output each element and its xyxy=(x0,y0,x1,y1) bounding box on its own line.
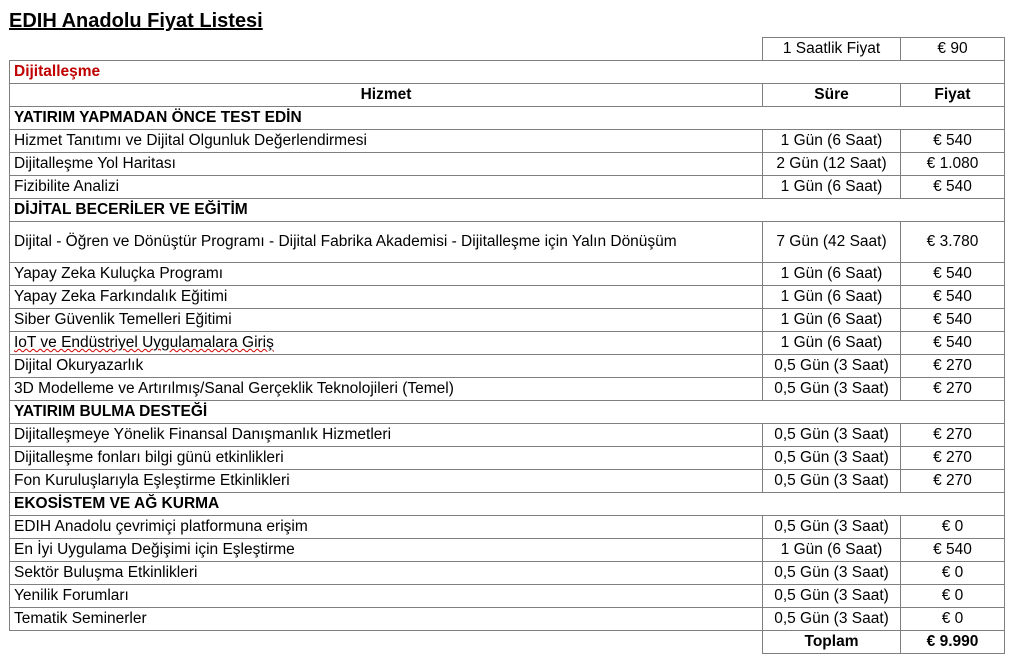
table-row xyxy=(10,176,1005,199)
price-cell: € 1.080 xyxy=(901,153,1005,176)
price-cell: € 270 xyxy=(901,355,1005,378)
table-row xyxy=(10,470,1005,493)
table-row xyxy=(10,562,1005,585)
service-cell xyxy=(10,332,763,355)
price-cell: € 270 xyxy=(901,470,1005,493)
service-name: 3D Modelleme ve Artırılmış/Sanal Gerçeklik Teknolojileri (Temel) xyxy=(14,380,454,397)
total-label: Toplam xyxy=(763,631,901,654)
section-title: DİJİTAL BECERİLER VE EĞİTİM xyxy=(10,199,1005,222)
hourly-row xyxy=(10,38,1005,61)
service-name: Siber Güvenlik Temelleri Eğitimi xyxy=(14,311,232,328)
section-row xyxy=(10,493,1005,516)
service-cell xyxy=(10,539,763,562)
service-cell xyxy=(10,286,763,309)
section-title: YATIRIM BULMA DESTEĞİ xyxy=(10,401,1005,424)
price-cell: € 540 xyxy=(901,176,1005,199)
table-row xyxy=(10,153,1005,176)
duration-cell: 7 Gün (42 Saat) xyxy=(763,222,901,263)
service-cell xyxy=(10,562,763,585)
service-name: Tematik Seminerler xyxy=(14,610,147,627)
section-row xyxy=(10,199,1005,222)
hourly-label: 1 Saatlik Fiyat xyxy=(763,38,901,61)
duration-cell: 0,5 Gün (3 Saat) xyxy=(763,608,901,631)
category-label: Dijitalleşme xyxy=(10,61,1005,84)
service-name: EDIH Anadolu çevrimiçi platformuna erişim xyxy=(14,518,308,535)
table-row xyxy=(10,539,1005,562)
price-cell: € 0 xyxy=(901,516,1005,539)
service-name: Dijital - Öğren ve Dönüştür Programı - Dijital Fabrika Akademisi - Dijitalleşme için Yalın Dönüşüm xyxy=(14,233,677,250)
duration-cell: 0,5 Gün (3 Saat) xyxy=(763,470,901,493)
total-row xyxy=(10,631,1005,654)
price-cell: € 270 xyxy=(901,447,1005,470)
service-name: Yenilik Forumları xyxy=(14,587,129,604)
service-cell xyxy=(10,309,763,332)
service-name: Fon Kuruluşlarıyla Eşleştirme Etkinlikleri xyxy=(14,472,290,489)
section-row xyxy=(10,401,1005,424)
duration-cell: 0,5 Gün (3 Saat) xyxy=(763,355,901,378)
duration-cell: 0,5 Gün (3 Saat) xyxy=(763,378,901,401)
service-cell xyxy=(10,424,763,447)
service-name: Fizibilite Analizi xyxy=(14,178,120,195)
table-row xyxy=(10,378,1005,401)
service-name: En İyi Uygulama Değişimi için Eşleştirme xyxy=(14,541,295,558)
service-name: Dijital Okuryazarlık xyxy=(14,357,144,374)
duration-cell: 0,5 Gün (3 Saat) xyxy=(763,562,901,585)
service-cell xyxy=(10,378,763,401)
service-cell xyxy=(10,608,763,631)
table-row xyxy=(10,355,1005,378)
price-cell: € 270 xyxy=(901,378,1005,401)
duration-cell: 1 Gün (6 Saat) xyxy=(763,539,901,562)
hourly-value: € 90 xyxy=(901,38,1005,61)
duration-cell: 1 Gün (6 Saat) xyxy=(763,286,901,309)
total-value: € 9.990 xyxy=(901,631,1005,654)
header-price: Fiyat xyxy=(901,84,1005,107)
header-service: Hizmet xyxy=(10,84,763,107)
section-row xyxy=(10,107,1005,130)
service-name: Hizmet Tanıtımı ve Dijital Olgunluk Değerlendirmesi xyxy=(14,132,367,149)
service-cell xyxy=(10,585,763,608)
price-cell: € 0 xyxy=(901,562,1005,585)
table-row xyxy=(10,424,1005,447)
service-name: Yapay Zeka Farkındalık Eğitimi xyxy=(14,288,228,305)
service-name: Yapay Zeka Kuluçka Programı xyxy=(14,265,224,282)
service-name: Dijitalleşme fonları bilgi günü etkinlikleri xyxy=(14,449,284,466)
service-cell xyxy=(10,470,763,493)
service-cell xyxy=(10,516,763,539)
service-name: Dijitalleşmeye Yönelik Finansal Danışmanlık Hizmetleri xyxy=(14,426,392,443)
table-row xyxy=(10,130,1005,153)
service-name: Dijitalleşme Yol Haritası xyxy=(14,155,176,172)
table-row xyxy=(10,332,1005,355)
header-row xyxy=(10,84,1005,107)
section-title: YATIRIM YAPMADAN ÖNCE TEST EDİN xyxy=(10,107,1005,130)
service-cell xyxy=(10,447,763,470)
duration-cell: 1 Gün (6 Saat) xyxy=(763,332,901,355)
service-cell xyxy=(10,263,763,286)
duration-cell: 0,5 Gün (3 Saat) xyxy=(763,585,901,608)
price-cell: € 540 xyxy=(901,309,1005,332)
duration-cell: 1 Gün (6 Saat) xyxy=(763,309,901,332)
service-name: IoT ve Endüstriyel Uygulamalara Giriş xyxy=(14,334,274,351)
price-cell: € 540 xyxy=(901,539,1005,562)
duration-cell: 1 Gün (6 Saat) xyxy=(763,130,901,153)
page-title: EDIH Anadolu Fiyat Listesi xyxy=(9,10,263,32)
service-cell xyxy=(10,153,763,176)
price-cell: € 540 xyxy=(901,263,1005,286)
service-cell xyxy=(10,222,763,263)
section-title: EKOSİSTEM VE AĞ KURMA xyxy=(10,493,1005,516)
category-row xyxy=(10,61,1005,84)
price-cell: € 540 xyxy=(901,332,1005,355)
duration-cell: 0,5 Gün (3 Saat) xyxy=(763,447,901,470)
price-cell: € 0 xyxy=(901,585,1005,608)
table-row xyxy=(10,585,1005,608)
price-cell: € 270 xyxy=(901,424,1005,447)
price-table xyxy=(9,37,1005,654)
duration-cell: 1 Gün (6 Saat) xyxy=(763,176,901,199)
table-row xyxy=(10,447,1005,470)
price-cell: € 3.780 xyxy=(901,222,1005,263)
table-row xyxy=(10,309,1005,332)
duration-cell: 0,5 Gün (3 Saat) xyxy=(763,424,901,447)
price-cell: € 540 xyxy=(901,286,1005,309)
duration-cell: 2 Gün (12 Saat) xyxy=(763,153,901,176)
service-cell xyxy=(10,355,763,378)
duration-cell: 1 Gün (6 Saat) xyxy=(763,263,901,286)
table-row xyxy=(10,263,1005,286)
table-row xyxy=(10,516,1005,539)
price-cell: € 0 xyxy=(901,608,1005,631)
service-name: Sektör Buluşma Etkinlikleri xyxy=(14,564,198,581)
duration-cell: 0,5 Gün (3 Saat) xyxy=(763,516,901,539)
service-cell xyxy=(10,176,763,199)
table-row xyxy=(10,222,1005,263)
header-duration: Süre xyxy=(763,84,901,107)
price-cell: € 540 xyxy=(901,130,1005,153)
table-row xyxy=(10,286,1005,309)
table-row xyxy=(10,608,1005,631)
service-cell xyxy=(10,130,763,153)
